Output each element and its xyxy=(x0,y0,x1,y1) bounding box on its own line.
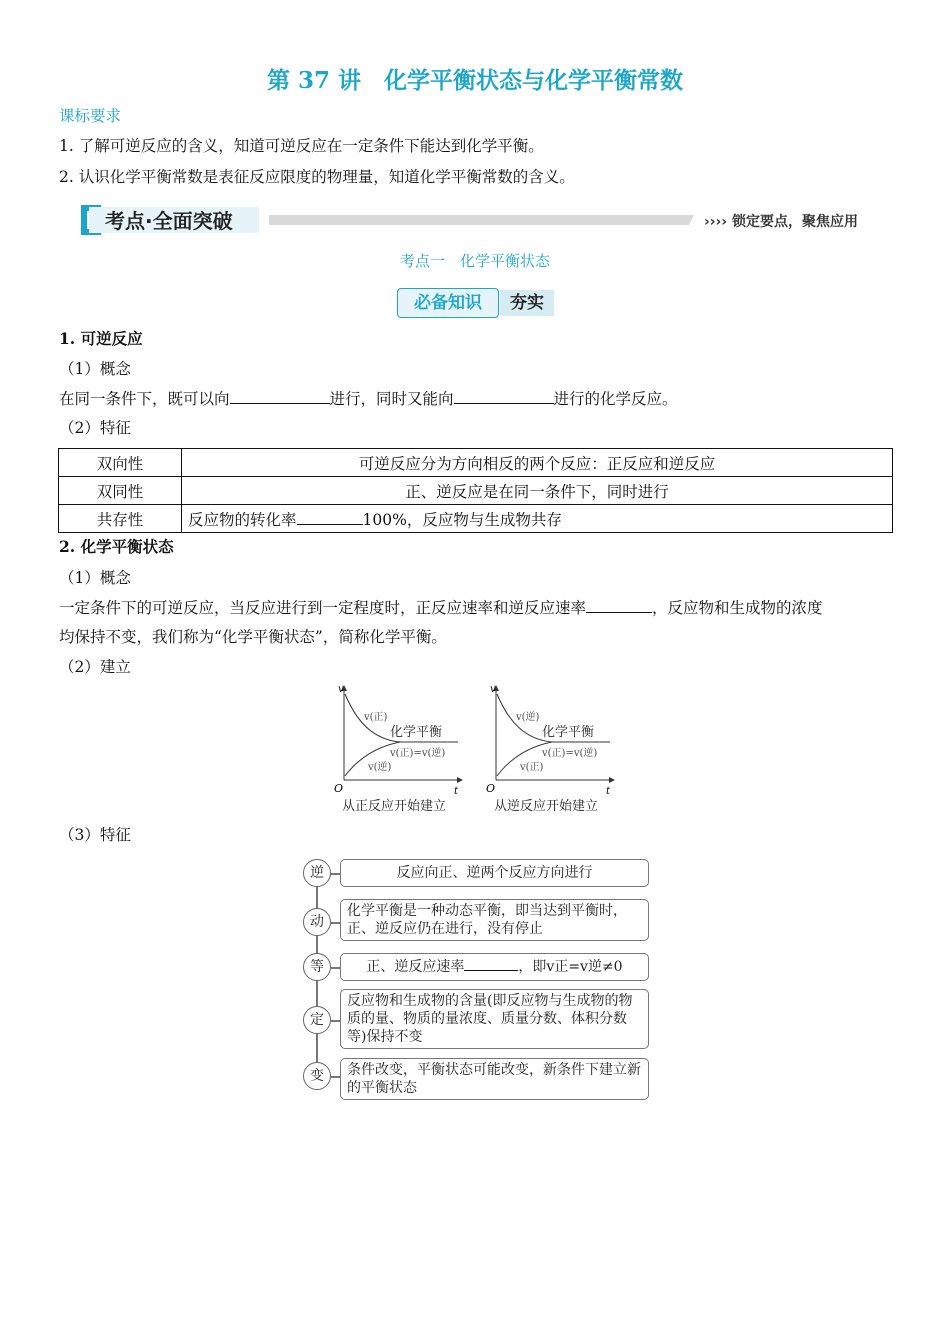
axis-v: v xyxy=(490,684,496,695)
fill-blank[interactable] xyxy=(464,958,518,971)
lower-label: v(正) xyxy=(520,762,544,773)
flow-link xyxy=(331,873,340,875)
feature-char: 变 xyxy=(303,1062,331,1090)
banner-label-text: 考点·全面突破 xyxy=(105,209,233,233)
graph-caption: 从正反应开始建立 xyxy=(342,799,447,814)
sec1-heading: 1. 可逆反应 xyxy=(59,329,143,348)
sec2-concept-line1 xyxy=(59,598,823,618)
table-cell: 可逆反应分为方向相反的两个反应：正反应和逆反应 xyxy=(182,449,893,477)
feature-char: 定 xyxy=(303,1006,331,1034)
requirement-item: 2. 认识化学平衡常数是表征反应限度的物理量，知道化学平衡常数的含义。 xyxy=(59,168,575,186)
section-banner xyxy=(79,203,879,237)
feature-box: 条件改变，平衡状态可能改变，新条件下建立新的平衡状态 xyxy=(340,1058,649,1100)
sec2-build-label: （2）建立 xyxy=(59,658,131,676)
table-cell: 双向性 xyxy=(59,449,182,477)
text: 进行，同时又能向 xyxy=(329,390,454,408)
upper-label: v(逆) xyxy=(516,712,540,723)
graph-forward xyxy=(334,684,460,814)
equilibrium-graphs xyxy=(320,680,630,820)
origin: O xyxy=(334,782,344,795)
requirement-item: 1. 了解可逆反应的含义，知道可逆反应在一定条件下能达到化学平衡。 xyxy=(59,137,544,155)
bibei-left: 必备知识 xyxy=(397,288,499,318)
sec2-heading: 2. 化学平衡状态 xyxy=(59,537,174,556)
flow-link xyxy=(331,1076,340,1078)
fill-blank[interactable] xyxy=(230,389,330,404)
feature-char: 等 xyxy=(303,953,331,981)
table-row xyxy=(59,449,893,477)
flow-link xyxy=(331,1020,340,1022)
table-cell: 正、逆反应是在同一条件下，同时进行 xyxy=(182,477,893,505)
kaodian-title: 考点一 化学平衡状态 xyxy=(399,252,550,270)
mid-label: 化学平衡 xyxy=(542,725,595,740)
sec2-feature-label: （3）特征 xyxy=(59,826,131,844)
upper-label: v(正) xyxy=(364,712,388,723)
bibei-badge xyxy=(397,288,554,318)
mid-label: 化学平衡 xyxy=(390,725,443,740)
axis-t: t xyxy=(454,786,459,797)
table-cell xyxy=(182,505,893,533)
text: ，即v正=v逆≠0 xyxy=(518,959,623,975)
table-cell: 双同性 xyxy=(59,477,182,505)
sec2-concept-label: （1）概念 xyxy=(59,569,131,587)
axis-t: t xyxy=(606,786,611,797)
text: 正、逆反应速率 xyxy=(366,959,465,975)
axis-v: v xyxy=(338,684,344,695)
graph-reverse xyxy=(486,684,612,814)
feature-box: 反应物和生成物的含量(即反应物与生成物的物质的量、物质的量浓度、质量分数、体积分数等)保持不变 xyxy=(340,989,649,1049)
flow-link xyxy=(331,922,340,924)
banner-label xyxy=(105,205,233,234)
eq-label: v(正)=v(逆) xyxy=(542,748,598,759)
table-row xyxy=(59,505,893,533)
page-title: 第 37 讲 化学平衡状态与化学平衡常数 xyxy=(266,67,684,94)
feature-box: 化学平衡是一种动态平衡，即当达到平衡时，正、逆反应仍在进行，没有停止 xyxy=(340,899,649,941)
sec1-concept xyxy=(59,389,678,409)
requirements-heading: 课标要求 xyxy=(59,107,122,125)
sec1-feature-label: （2）特征 xyxy=(59,419,131,437)
feature-box: 反应向正、逆两个反应方向进行 xyxy=(340,859,649,887)
fill-blank[interactable] xyxy=(454,389,554,404)
fill-blank[interactable] xyxy=(586,598,652,613)
sec2-concept-line2: 均保持不变，我们称为“化学平衡状态”，简称化学平衡。 xyxy=(59,628,447,646)
sec1-concept-label: （1）概念 xyxy=(59,360,131,378)
text: 反应物的转化率 xyxy=(188,510,297,529)
feature-char: 逆 xyxy=(303,859,331,887)
text: 进行的化学反应。 xyxy=(553,390,678,408)
feature-char: 动 xyxy=(303,908,331,936)
feature-table xyxy=(58,448,893,533)
text: 在同一条件下，既可以向 xyxy=(59,390,230,408)
fill-blank[interactable] xyxy=(297,510,363,525)
banner-right: ›››› 锁定要点，聚焦应用 xyxy=(704,214,858,230)
flow-link xyxy=(331,967,340,969)
eq-label: v(正)=v(逆) xyxy=(390,748,446,759)
graph-caption: 从逆反应开始建立 xyxy=(494,799,599,814)
text: ，反应物和生成物的浓度 xyxy=(652,599,823,617)
text: 一定条件下的可逆反应，当反应进行到一定程度时，正反应速率和逆反应速率 xyxy=(59,599,587,617)
origin: O xyxy=(486,782,496,795)
table-cell: 共存性 xyxy=(59,505,182,533)
feature-box xyxy=(340,953,649,981)
text: 100%，反应物与生成物共存 xyxy=(362,510,562,529)
table-row xyxy=(59,477,893,505)
bibei-right: 夯实 xyxy=(500,290,554,316)
feature-flow xyxy=(302,855,652,1105)
lower-label: v(逆) xyxy=(368,762,392,773)
